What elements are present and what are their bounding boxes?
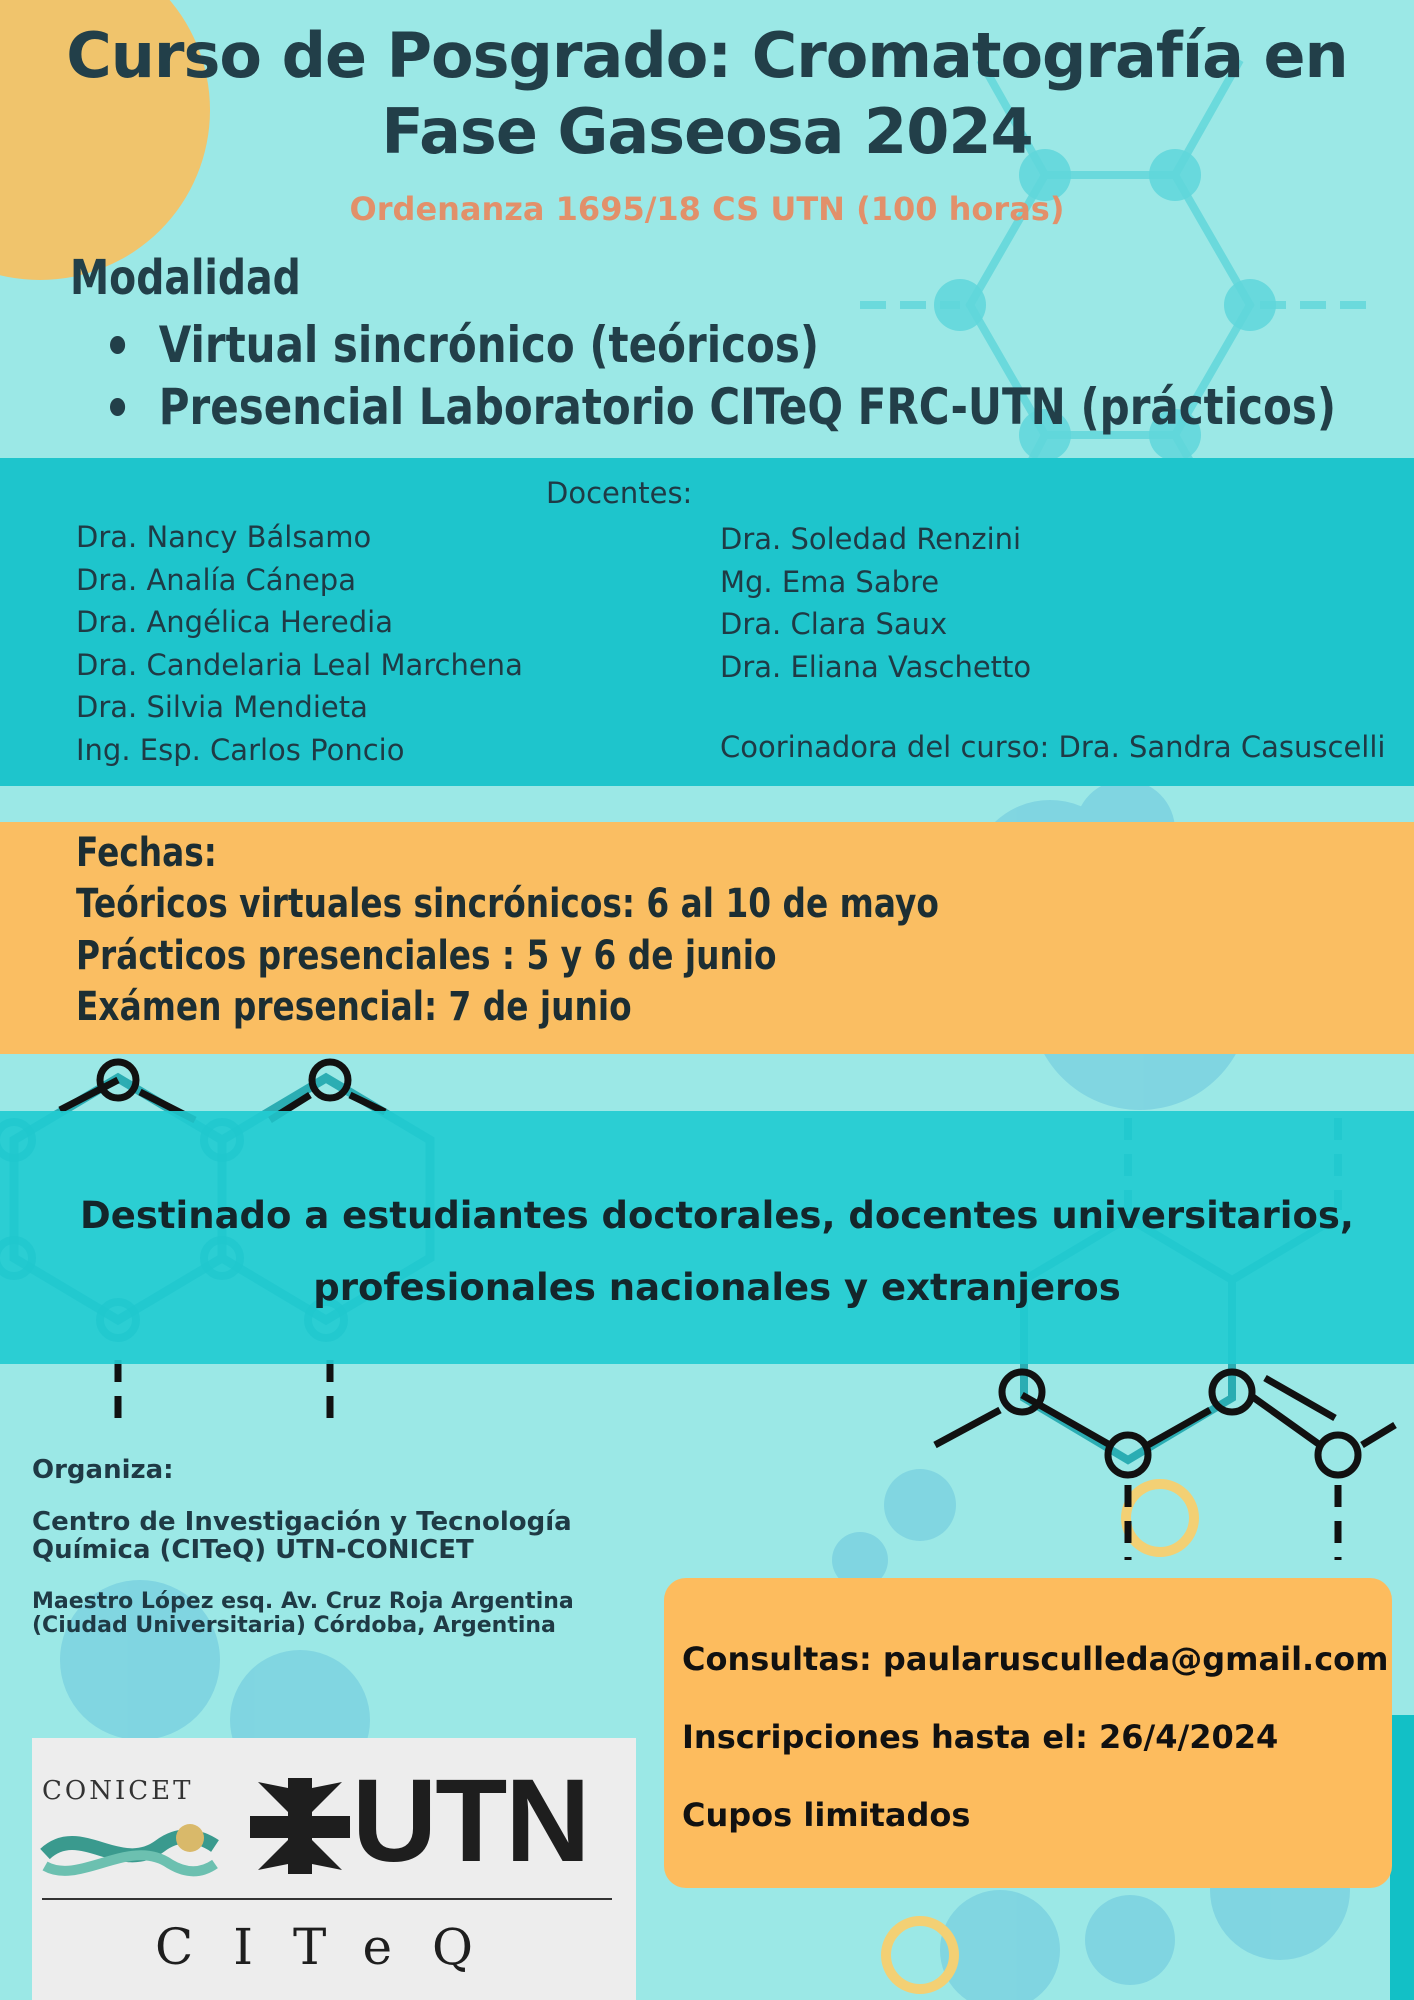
docente-name: Mg. Ema Sabre bbox=[720, 564, 940, 599]
inscripciones-text: Inscripciones hasta el: 26/4/2024 bbox=[682, 1718, 1279, 1756]
logos-panel bbox=[32, 1738, 636, 2000]
organizer-name bbox=[32, 1508, 632, 1564]
modalidad-item-label: Virtual sincrónico (teóricos) bbox=[158, 316, 820, 374]
docente-name: Dra. Analía Cánepa bbox=[76, 562, 356, 597]
logo-divider bbox=[42, 1898, 612, 1900]
molecule-black-right bbox=[935, 1372, 1395, 1560]
docente-name: Ing. Esp. Carlos Poncio bbox=[76, 732, 405, 767]
docentes-label: Docentes: bbox=[546, 476, 693, 510]
destinado-line: profesionales nacionales y extranjeros bbox=[313, 1266, 1121, 1309]
docente-name: Dra. Clara Saux bbox=[720, 607, 948, 642]
docente-name: Dra. Nancy Bálsamo bbox=[76, 520, 372, 554]
modalidad-item bbox=[110, 316, 819, 374]
utn-emblem-icon bbox=[250, 1778, 350, 1874]
fecha-line: Teóricos virtuales sincrónicos: 6 al 10 de mayo bbox=[76, 881, 939, 927]
organizer-address-line: (Ciudad Universitaria) Córdoba, Argentina bbox=[32, 1613, 556, 1638]
organiza-label: Organiza: bbox=[32, 1455, 174, 1485]
modalidad-item-label: Presencial Laboratorio CITeQ FRC-UTN (prácticos) bbox=[158, 378, 1337, 436]
page-subtitle: Ordenanza 1695/18 CS UTN (100 horas) bbox=[349, 190, 1065, 228]
docente-name: Dra. Soledad Renzini bbox=[720, 522, 1022, 556]
docente-name: Dra. Silvia Mendieta bbox=[76, 690, 368, 725]
docentes-list-right bbox=[720, 518, 1031, 688]
utn-logo: UTN bbox=[352, 1755, 589, 1887]
organizer-address bbox=[32, 1590, 632, 1638]
organizer-name-line: Centro de Investigación y Tecnología bbox=[32, 1507, 572, 1537]
conicet-wave-icon bbox=[40, 1816, 220, 1886]
citeq-logo: CITeQ bbox=[154, 1918, 514, 1976]
bullet-icon bbox=[110, 398, 125, 416]
conicet-logo: CONICET bbox=[42, 1776, 194, 1806]
docente-name: Dra. Eliana Vaschetto bbox=[720, 649, 1032, 684]
docente-name: Dra. Candelaria Leal Marchena bbox=[76, 647, 523, 682]
fecha-line: Prácticos presenciales : 5 y 6 de junio bbox=[76, 933, 777, 979]
destinado-text bbox=[20, 1180, 1414, 1324]
fecha-line: Exámen presencial: 7 de junio bbox=[76, 984, 632, 1030]
info-panel bbox=[664, 1578, 1392, 1888]
docentes-list-left bbox=[76, 516, 523, 772]
modalidad-heading: Modalidad bbox=[70, 250, 301, 306]
consultas-text: Consultas: paularusculleda@gmail.com bbox=[682, 1640, 1389, 1678]
docente-name: Dra. Angélica Heredia bbox=[76, 605, 393, 640]
modalidad-item bbox=[110, 378, 1336, 436]
bullet-icon bbox=[110, 336, 125, 354]
organizer-address-line: Maestro López esq. Av. Cruz Roja Argentina bbox=[32, 1589, 574, 1614]
cupos-text: Cupos limitados bbox=[682, 1796, 971, 1834]
coordinadora-text: Coorinadora del curso: Dra. Sandra Casuscelli bbox=[720, 730, 1386, 764]
page-title: Curso de Posgrado: Cromatografía en Fase Gaseosa 2024 bbox=[66, 19, 1348, 168]
organizer-name-line: Química (CITeQ) UTN-CONICET bbox=[32, 1535, 474, 1565]
destinado-line: Destinado a estudiantes doctorales, docentes universitarios, bbox=[80, 1194, 1354, 1237]
fechas-heading: Fechas: bbox=[76, 830, 217, 876]
